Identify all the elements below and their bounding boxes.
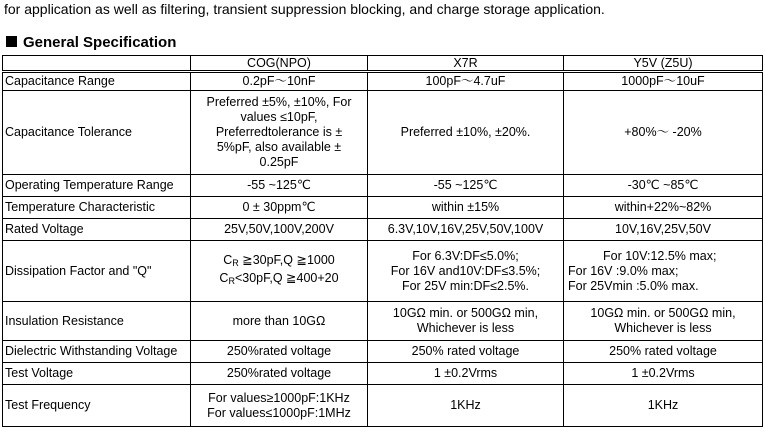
- row-label: Operating Temperature Range: [3, 175, 191, 197]
- cell-line: For 25Vmin :5.0% max.: [568, 278, 699, 293]
- cell-line: $C_R<30pF,Q$ ≧400+20: [219, 271, 339, 286]
- cell-line: 5%pF, also available ±: [216, 140, 342, 154]
- cell-line: values ≤10pF,: [240, 110, 318, 124]
- spec-table: [2, 55, 763, 427]
- x7r-cell: 100pF～4.7uF: [368, 72, 564, 91]
- row-label: Capacitance Tolerance: [3, 91, 191, 175]
- x7r-cell: 1 ±0.2Vrms: [368, 363, 564, 385]
- row-label: Insulation Resistance: [3, 302, 191, 341]
- cell-line: Whichever is less: [614, 321, 712, 335]
- cell-line: Preferredtolerance is ±: [215, 125, 343, 139]
- table-header-row: [3, 56, 763, 72]
- section-heading: [6, 34, 176, 52]
- cog-cell: -55 ~125℃: [191, 175, 368, 197]
- x7r-cell: 6.3V,10V,16V,25V,50V,100V: [368, 219, 564, 241]
- cog-cell: more than 10GΩ: [191, 302, 368, 341]
- x7r-cell: 250% rated voltage: [368, 341, 564, 363]
- y5v-cell: 1 ±0.2Vrms: [564, 363, 763, 385]
- row-label: Test Frequency: [3, 385, 191, 427]
- table-row: [3, 363, 763, 385]
- cog-cell: 250%rated voltage: [191, 341, 368, 363]
- y5v-cell: 10V,16V,25V,50V: [564, 219, 763, 241]
- y5v-cell: 1KHz: [564, 385, 763, 427]
- cell-line: For 10V:12.5% max;: [603, 248, 717, 263]
- x7r-cell: Preferred ±10%, ±20%.: [368, 91, 564, 175]
- cell-line: $C_R$ ≧30pF,Q ≧1000: [223, 253, 335, 268]
- row-label: Dissipation Factor and "Q": [3, 241, 191, 302]
- y5v-cell: -30℃ ~85℃: [564, 175, 763, 197]
- table-row: [3, 72, 763, 91]
- y5v-cell: +80%～ -20%: [564, 91, 763, 175]
- cog-cell: [191, 385, 368, 427]
- square-bullet-icon: [6, 36, 17, 47]
- cell-line: For values≤1000pF:1MHz: [207, 405, 351, 420]
- cog-cell: 250%rated voltage: [191, 363, 368, 385]
- cell-line: Whichever is less: [416, 321, 515, 335]
- table-row: [3, 197, 763, 219]
- x7r-cell: within ±15%: [368, 197, 564, 219]
- y5v-cell: [564, 241, 763, 302]
- column-header-y5v: Y5V (Z5U): [564, 56, 763, 72]
- table-row: [3, 302, 763, 341]
- cog-cell: 25V,50V,100V,200V: [191, 219, 368, 241]
- row-label: Capacitance Range: [3, 72, 191, 91]
- x7r-cell: -55 ~125℃: [368, 175, 564, 197]
- table-row: [3, 91, 763, 175]
- row-label: Dielectric Withstanding Voltage: [3, 341, 191, 363]
- cell-line: 10GΩ min. or 500GΩ min,: [392, 306, 539, 320]
- table-row: [3, 175, 763, 197]
- cog-cell: 0.2pF～10nF: [191, 72, 368, 91]
- cell-line: 0.25pF: [259, 155, 299, 169]
- row-label: Rated Voltage: [3, 219, 191, 241]
- column-header-x7r: X7R: [368, 56, 564, 72]
- cell-line: For 6.3V:DF≤5.0%;: [412, 248, 519, 263]
- section-heading-label: General Specification: [23, 34, 177, 51]
- cog-cell: [191, 241, 368, 302]
- cell-line: For 16V and10V:DF≤3.5%;: [390, 263, 541, 278]
- cog-cell: [191, 91, 368, 175]
- x7r-cell: [368, 241, 564, 302]
- row-label: Temperature Characteristic: [3, 197, 191, 219]
- cell-line: For 25V min:DF≤2.5%.: [401, 278, 530, 293]
- x7r-cell: [368, 302, 564, 341]
- x7r-cell: 1KHz: [368, 385, 564, 427]
- column-header-cog: COG(NPO): [191, 56, 368, 72]
- cell-line: 10GΩ min. or 500GΩ min,: [590, 306, 736, 320]
- table-row: [3, 219, 763, 241]
- table-row: [3, 241, 763, 302]
- cell-line: For values≥1000pF:1KHz: [208, 390, 350, 405]
- table-row: [3, 341, 763, 363]
- cog-cell: 0 ± 30ppm℃: [191, 197, 368, 219]
- y5v-cell: [564, 302, 763, 341]
- y5v-cell: within+22%~82%: [564, 197, 763, 219]
- y5v-cell: 250% rated voltage: [564, 341, 763, 363]
- row-label: Test Voltage: [3, 363, 191, 385]
- table-row: [3, 385, 763, 427]
- column-header-parameter: [3, 56, 191, 72]
- y5v-cell: 1000pF～10uF: [564, 72, 763, 91]
- cell-line: For 16V :9.0% max;: [568, 263, 679, 278]
- cell-line: Preferred ±5%, ±10%, For: [206, 95, 352, 109]
- intro-text: for application as well as filtering, transient suppression blocking, and charge storage application.: [4, 1, 605, 17]
